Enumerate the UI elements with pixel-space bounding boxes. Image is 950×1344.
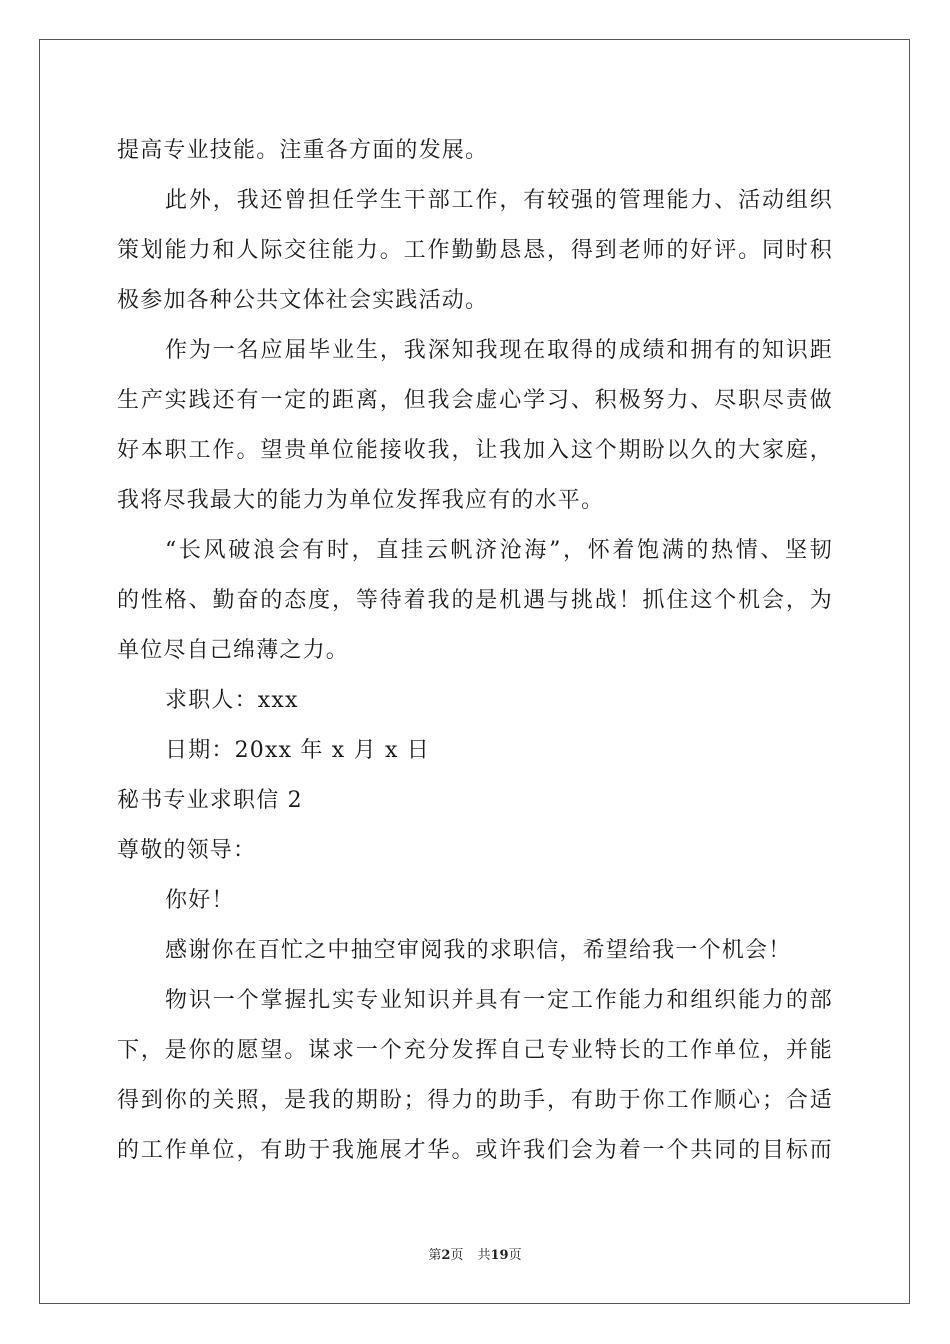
total-pages: 19 (490, 1248, 509, 1263)
text-line: 日期：20xx 年 x 月 x 日 (165, 738, 430, 763)
text-line: 秘书专业求职信 2 (117, 788, 303, 813)
text-line: 提高专业技能。注重各方面的发展。 (117, 138, 489, 163)
text-line: 物识一个掌握扎实专业知识并具有一定工作能力和组织能力的部 (165, 988, 833, 1013)
page-number: 2 (441, 1248, 451, 1263)
text-line: 单位尽自己绵薄之力。 (117, 638, 350, 663)
total-suffix: 页 (508, 1248, 522, 1263)
text-line: 求职人：xxx (165, 688, 299, 713)
text-line: 极参加各种公共文体社会实践活动。 (117, 288, 489, 313)
text-line: 策划能力和人际交往能力。工作勤勤恳恳，得到老师的好评。同时积 (117, 238, 833, 263)
total-prefix: 共 (477, 1248, 491, 1263)
text-line: 作为一名应届毕业生，我深知我现在取得的成绩和拥有的知识距 (165, 338, 833, 363)
text-line: 你好！ (165, 888, 235, 913)
page-suffix: 页 (450, 1248, 464, 1263)
text-line: 我将尽我最大的能力为单位发挥我应有的水平。 (117, 488, 605, 513)
text-line: 的性格、勤奋的态度，等待着我的是机遇与挑战！抓住这个机会，为 (117, 588, 833, 613)
text-line: 得到你的关照，是我的期盼；得力的助手，有助于你工作顺心；合适 (117, 1088, 833, 1113)
page-footer (0, 1246, 950, 1266)
document-body (117, 126, 833, 1176)
page-prefix: 第 (428, 1248, 442, 1263)
text-line: 尊敬的领导： (117, 838, 257, 863)
text-line: 的工作单位，有助于我施展才华。或许我们会为着一个共同的目标而 (117, 1138, 833, 1163)
text-line: 此外，我还曾担任学生干部工作，有较强的管理能力、活动组织 (165, 188, 833, 213)
text-line: “长风破浪会有时，直挂云帆济沧海”，怀着饱满的热情、坚韧 (165, 538, 833, 563)
text-line: 好本职工作。望贵单位能接收我，让我加入这个期盼以久的大家庭， (117, 438, 833, 463)
text-line: 感谢你在百忙之中抽空审阅我的求职信，希望给我一个机会！ (165, 938, 792, 963)
text-line: 下，是你的愿望。谋求一个充分发挥自己专业特长的工作单位，并能 (117, 1038, 833, 1063)
text-line: 生产实践还有一定的距离，但我会虚心学习、积极努力、尽职尽责做 (117, 388, 833, 413)
